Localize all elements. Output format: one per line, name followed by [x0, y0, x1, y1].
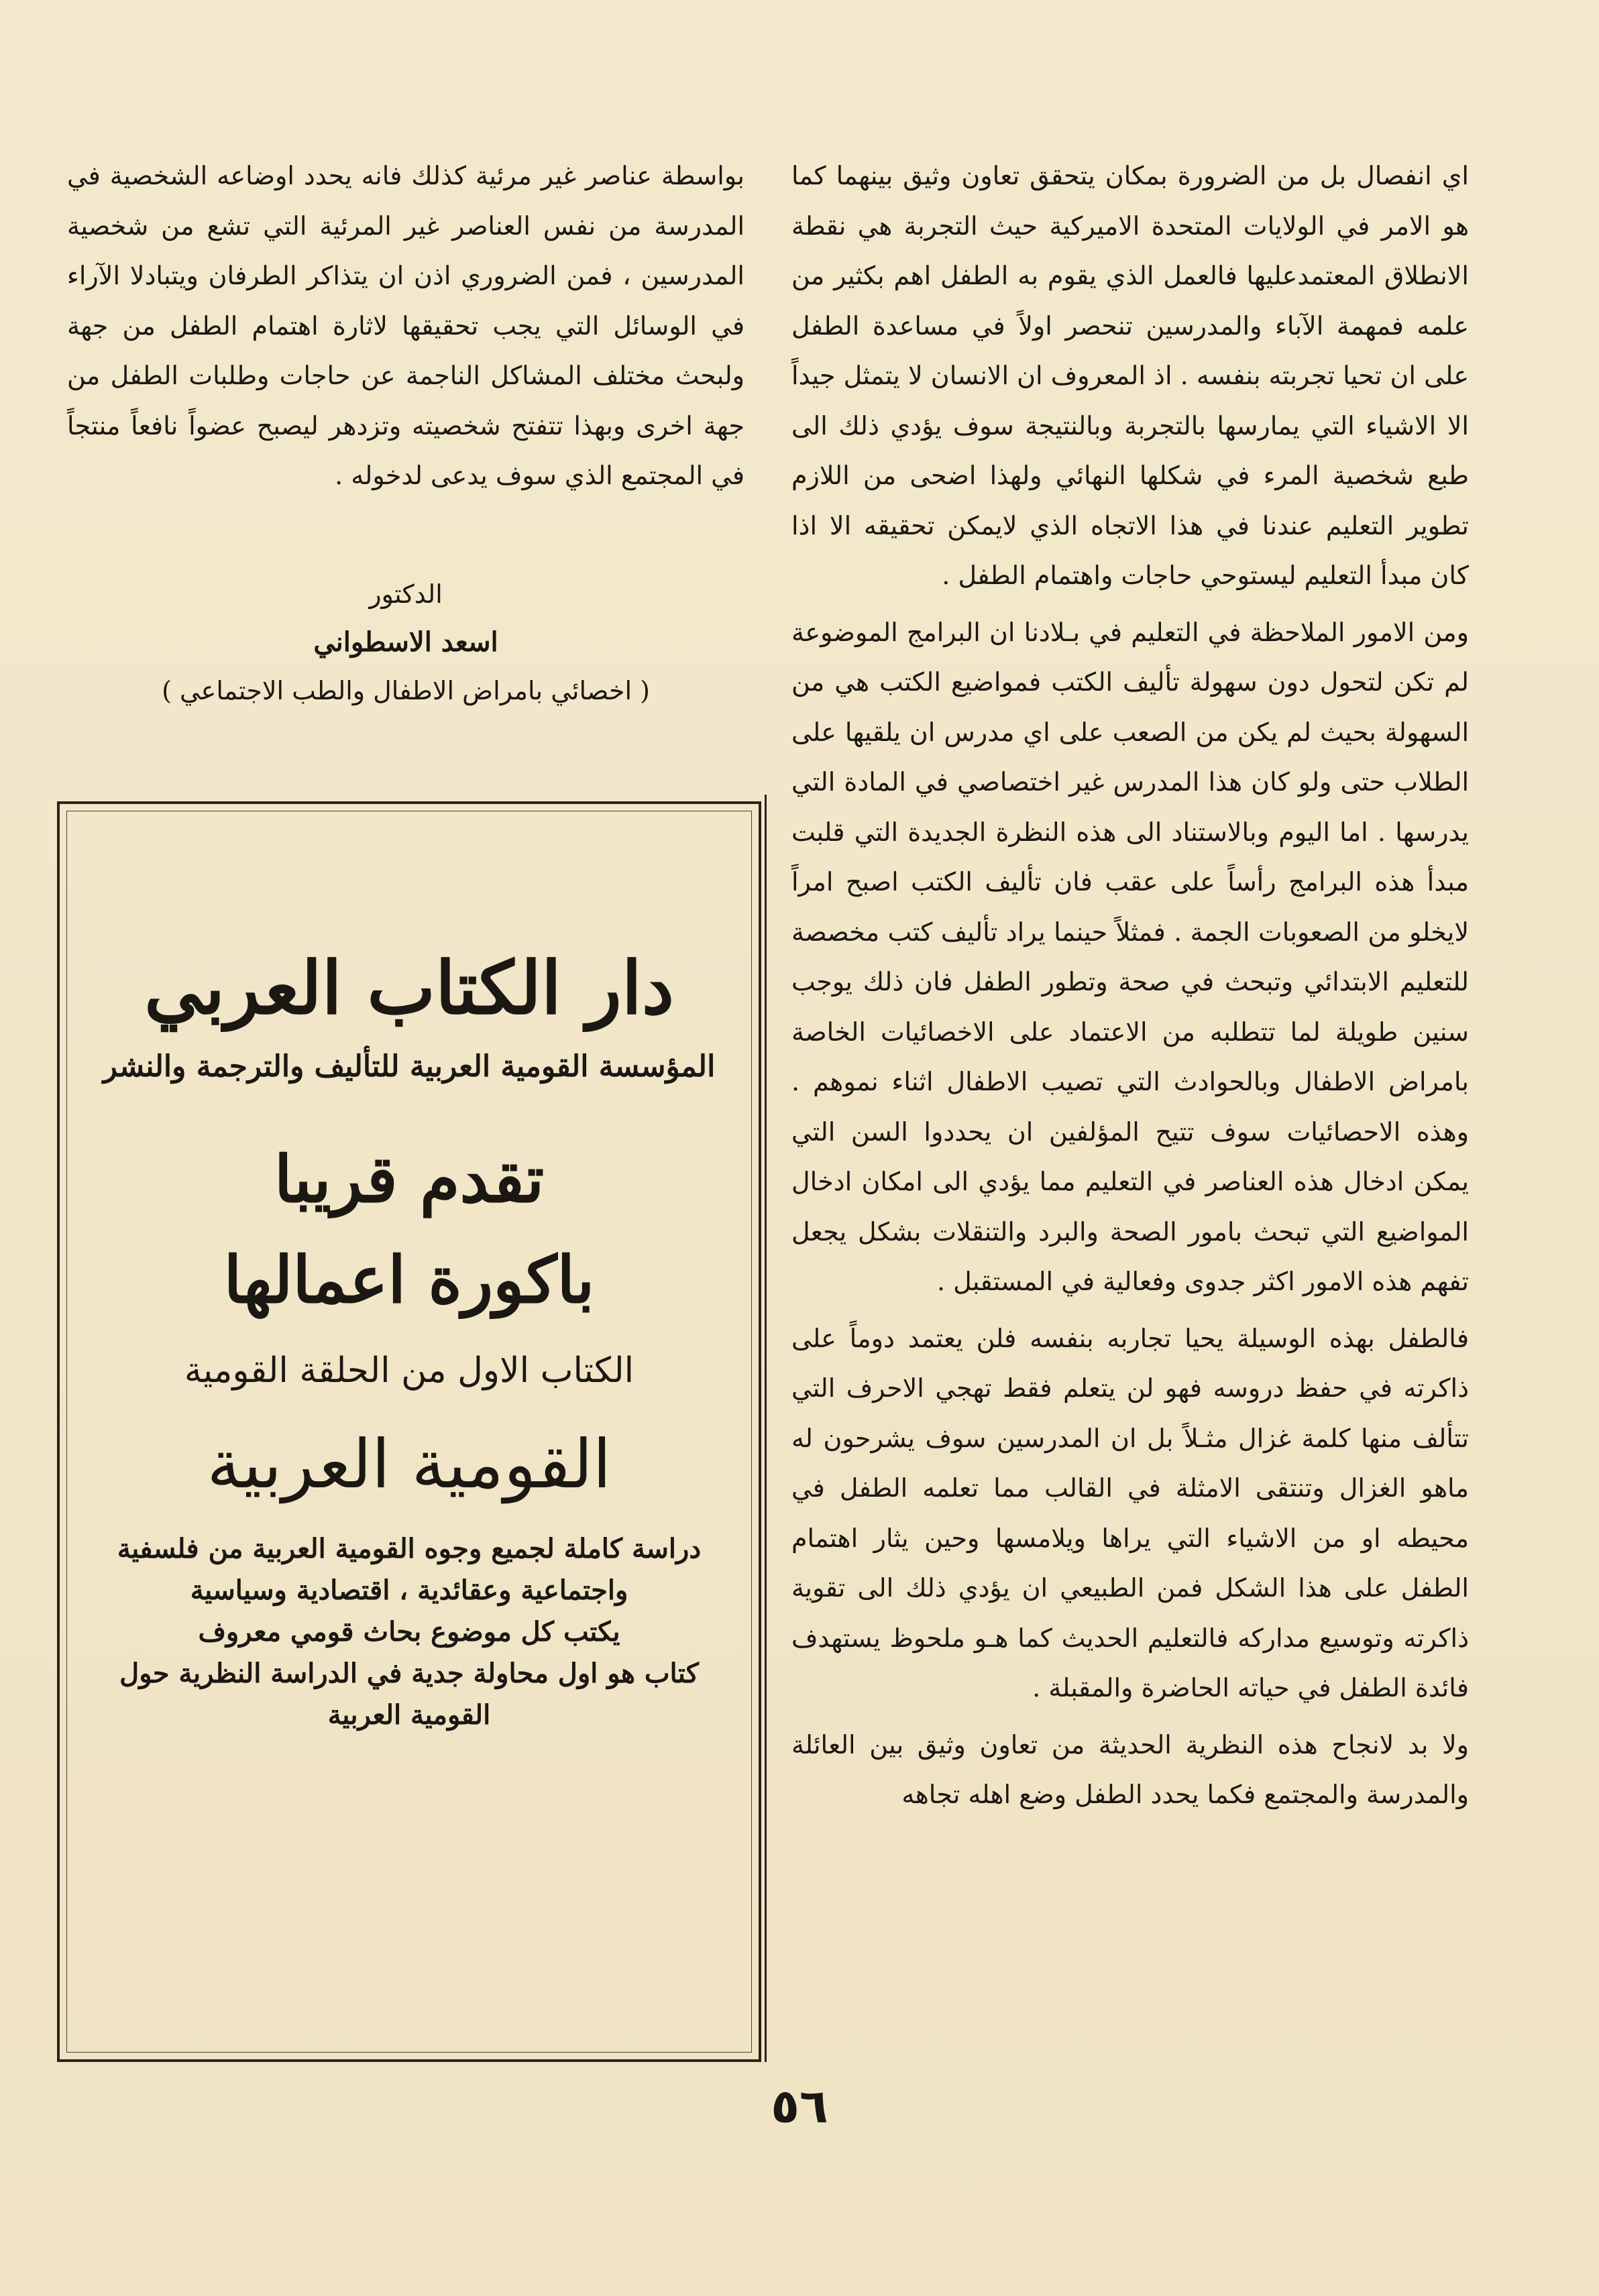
author-name: اسعد الاسطواني — [313, 626, 498, 658]
left-paragraph-1: بواسطة عناصر غير مرئية كذلك فانه يحدد اوضاعه الشخصية في المدرسة من نفس العناصر غير المرئية التي تشع من شخصية المدرسين ، فمن الضروري اذن ان يتذاكر الطرفان ويتبادلا الآراء في الوسائل التي يجب تحقيقها لاثارة اهتمام الطفل من جهة ولبحث مختلف المشاكل الناجمة عن حاجات وطلبات الطفل من جهة اخرى وبهذا تتفتح شخصيته وتزدهر ليصبح عضواً نافعاً منتجاً في المجتمع الذي سوف يدعى لدخوله . — [67, 161, 745, 490]
page-number: ٥٦ — [771, 2079, 828, 2134]
right-column — [791, 151, 1469, 1820]
ad-coming-soon: تقدم قريبا — [274, 1141, 545, 1217]
author-signature — [67, 570, 745, 715]
right-paragraph-1: اي انفصال بل من الضرورة بمكان يتحقق تعاون وثيق بينهما كما هو الامر في الولايات المتحدة الاميركية حيث التجربة هي نقطة الانطلاق المعتمدعليها فالعمل الذي يقوم به الطفل اهم بكثير من علمه فمهمة الآباء والمدرسين تنحصر اولاً في مساعدة الطفل على ان تحيا تجربته بنفسه . اذ المعروف ان الانسان لا يتمثل جيداً الا الاشياء التي يمارسها بالتجربة وبالنتيجة سوف يؤدي ذلك الى طبع شخصية المرء في شكلها النهائي ولهذا اضحى من اللازم تطوير التعليم عندنا في هذا الاتجاه الذي لايمكن تحقيقه الا اذا كان مبدأ التعليم ليستوحي حاجات واهتمام الطفل . — [791, 161, 1469, 590]
ad-description — [100, 1528, 718, 1736]
ad-book-title: القومية العربية — [207, 1425, 612, 1503]
left-column — [67, 151, 745, 501]
ad-series-line: الكتاب الاول من الحلقة القومية — [184, 1351, 635, 1391]
right-paragraph-3: فالطفل بهذه الوسيلة يحيا تجاربه بنفسه فلن يعتمد دوماً على ذاكرته في حفظ دروسه فهو لن يتعلم فقط تهجي الاحرف التي تتألف منها كلمة غزال مثـلاً بل ان المدرسين سوف يشرحون له ماهو الغزال وتنتقى الامثلة في القالب مما تعلمه الطفل في محيطه او من الاشياء التي يراها ويلامسها وحين يثار اهتمام الطفل على هذا الشكل فمن الطبيعي ان يؤدي ذلك الى تقوية ذاكرته وتوسيع مداركه فالتعليم الحديث كما هـو ملحوظ يستهدف فائدة الطفل في حياته الحاضرة والمقبلة . — [791, 1323, 1469, 1703]
column-divider — [765, 795, 767, 2062]
ad-description-3: كتاب هو اول محاولة جدية في الدراسة النظرية حول القومية العربية — [119, 1658, 699, 1731]
right-paragraph-2: ومن الامور الملاحظة في التعليم في بـلادنا ان البرامج الموضوعة لم تكن لتحول دون سهولة تأليف الكتب فمواضيع الكتب هي من السهولة بحيث لم يكن من الصعب على اي مدرس ان يلقيها على الطلاب حتى ولو كان هذا المدرس غير اختصاصي في المادة التي يدرسها . اما اليوم وبالاستناد الى هذه النظرة الجديدة التي قلبت مبدأ هذه البرامج رأساً على عقب فان تأليف الكتب اصبح امراً لايخلو من الصعوبات الجمة . فمثلاً حينما يراد تأليف كتب مخصصة للتعليم الابتدائي وتبحث في صحة وتطور الطفل فان ذلك يوجب سنين طويلة لما تتطلبه من الاعتماد على الاخصائيات الخاصة بامراض الاطفال وبالحوادث التي تصيب الاطفال اثناء نموهم . وهذه الاحصائيات سوف تتيح المؤلفين ان يحددوا السن التي يمكن ادخال هذه العناصر في التعليم مما يؤدي الى امكان ادخال المواضيع التي تبحث بامور الصحة والبرد والتنقلات بشكل يجعل تفهم هذه الامور اكثر جدوى وفعالية في المستقبل . — [791, 617, 1469, 1296]
ad-publisher-name: دار الكتاب العربي — [144, 946, 674, 1031]
ad-first-works: باكورة اعمالها — [223, 1242, 595, 1318]
ad-description-2: يكتب كل موضوع بحاث قومي معروف — [198, 1616, 620, 1648]
author-title: الدكتور — [369, 579, 443, 609]
advertisement-box — [57, 801, 761, 2062]
ad-publisher-subtitle: المؤسسة القومية العربية للتأليف والترجمة والنشر — [103, 1049, 716, 1084]
ad-description-1: دراسة كاملة لجميع وجوه القومية العربية من فلسفية واجتماعية وعقائدية ، اقتصادية وسياسية — [117, 1533, 702, 1606]
right-paragraph-4: ولا بد لانجاح هذه النظرية الحديثة من تعاون وثيق بين العائلة والمدرسة والمجتمع فكما يحدد الطفل وضع اهله تجاهه — [791, 1729, 1469, 1809]
author-role: ( اخصائي بامراض الاطفال والطب الاجتماعي ) — [162, 676, 650, 705]
